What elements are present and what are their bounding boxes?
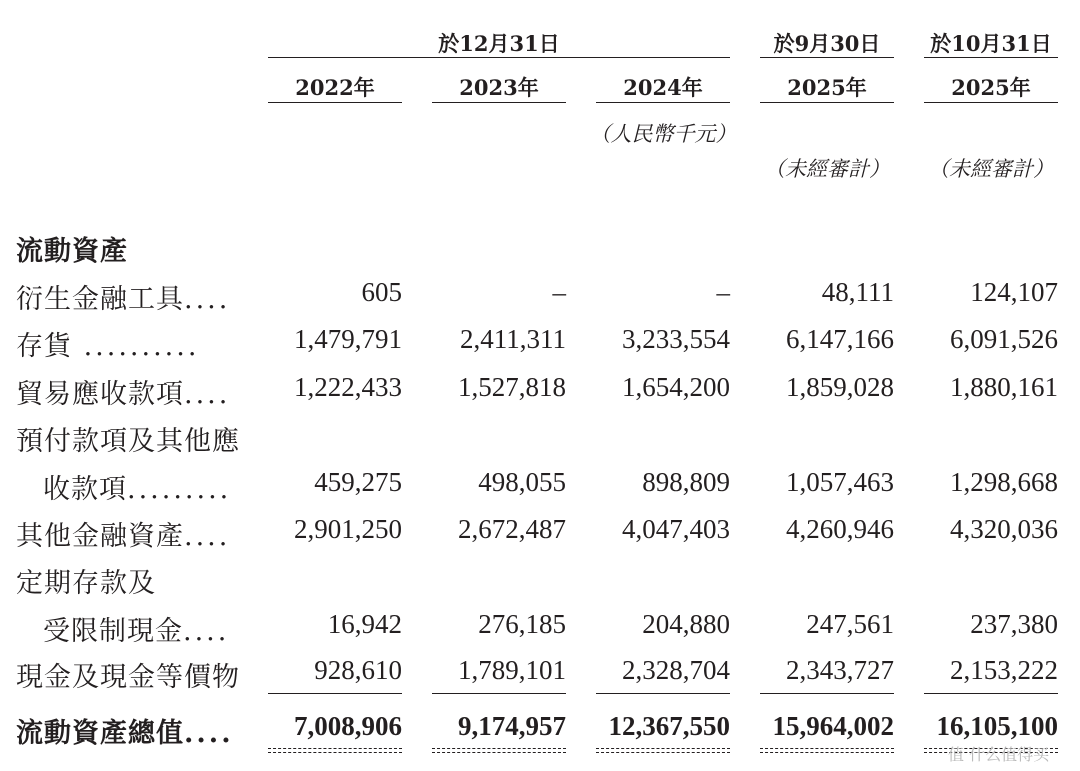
cell-2025-oct: 1,298,668 (950, 467, 1058, 497)
total-2025-oct: 16,105,100 (936, 711, 1058, 741)
row-label: 貿易應收款項.... (16, 379, 231, 410)
header-group-dec31: 於12月31日 (438, 31, 560, 56)
cell-2024: 1,654,200 (622, 372, 730, 402)
cell-2023: 276,185 (478, 609, 566, 639)
total-2022: 7,008,906 (294, 711, 402, 741)
cell-2025-oct: 124,107 (970, 277, 1058, 307)
cell-2025-sep: 2,343,727 (786, 655, 894, 685)
year-rule (596, 102, 730, 103)
year-2022: 2022年 (295, 75, 375, 100)
cell-2025-oct: 6,091,526 (950, 324, 1058, 354)
header-group-sep30: 於9月30日 (773, 31, 881, 56)
cell-2024: 3,233,554 (622, 324, 730, 354)
cell-2022: 928,610 (314, 655, 402, 685)
cell-2025-sep: 247,561 (806, 609, 894, 639)
unit-note: （人民幣千元） (589, 122, 737, 146)
total-label: 流動資產總值.... (16, 718, 234, 749)
total-rule (432, 752, 566, 753)
year-2023: 2023年 (459, 75, 539, 100)
total-rule (268, 752, 402, 753)
row-label: 定期存款及 (16, 568, 156, 599)
total-rule (596, 748, 730, 749)
subtotal-rule (432, 693, 566, 694)
cell-2024: – (716, 277, 730, 307)
year-rule (432, 102, 566, 103)
row-label: 收款項......... (43, 474, 232, 505)
total-rule (596, 752, 730, 753)
cell-2022: 2,901,250 (294, 514, 402, 544)
year-2024: 2024年 (623, 75, 703, 100)
cell-2022: 1,479,791 (294, 324, 402, 354)
cell-2022: 605 (361, 277, 402, 307)
row-label: 預付款項及其他應 (16, 426, 240, 457)
cell-2025-oct: 4,320,036 (950, 514, 1058, 544)
cell-2023: 1,789,101 (458, 655, 566, 685)
row-label: 現金及現金等價物 (16, 662, 240, 693)
cell-2022: 16,942 (327, 609, 402, 639)
year-rule (268, 102, 402, 103)
total-rule (760, 748, 894, 749)
watermark: 值 什么值得买 (948, 745, 1050, 764)
header-rule (268, 57, 730, 58)
total-rule (268, 748, 402, 749)
row-label: 衍生金融工具.... (16, 284, 231, 315)
unaudited-note: （未經審計） (764, 157, 890, 181)
cell-2023: 498,055 (478, 467, 566, 497)
cell-2024: 898,809 (642, 467, 730, 497)
header-rule (760, 57, 894, 58)
total-2024: 12,367,550 (608, 711, 730, 741)
cell-2024: 4,047,403 (622, 514, 730, 544)
cell-2025-sep: 1,057,463 (786, 467, 894, 497)
total-rule (760, 752, 894, 753)
cell-2023: 1,527,818 (458, 372, 566, 402)
cell-2022: 1,222,433 (294, 372, 402, 402)
unaudited-note: （未經審計） (928, 157, 1054, 181)
row-label: 存貨 .......... (16, 331, 200, 362)
header-rule (924, 57, 1058, 58)
cell-2023: 2,672,487 (458, 514, 566, 544)
total-rule (432, 748, 566, 749)
cell-2025-sep: 1,859,028 (786, 372, 894, 402)
subtotal-rule (596, 693, 730, 694)
year-2025-sep: 2025年 (787, 75, 867, 100)
cell-2025-oct: 1,880,161 (950, 372, 1058, 402)
cell-2025-sep: 4,260,946 (786, 514, 894, 544)
header-group-oct31: 於10月31日 (930, 31, 1052, 56)
year-rule (760, 102, 894, 103)
cell-2023: – (552, 277, 566, 307)
year-rule (924, 102, 1058, 103)
row-label: 受限制現金.... (43, 616, 230, 647)
cell-2025-oct: 2,153,222 (950, 655, 1058, 685)
section-title: 流動資產 (16, 236, 128, 267)
cell-2023: 2,411,311 (460, 324, 566, 354)
subtotal-rule (924, 693, 1058, 694)
total-2023: 9,174,957 (458, 711, 566, 741)
subtotal-rule (760, 693, 894, 694)
cell-2025-oct: 237,380 (970, 609, 1058, 639)
cell-2024: 204,880 (642, 609, 730, 639)
cell-2025-sep: 6,147,166 (786, 324, 894, 354)
subtotal-rule (268, 693, 402, 694)
total-2025-sep: 15,964,002 (772, 711, 894, 741)
row-label: 其他金融資產.... (16, 521, 231, 552)
cell-2024: 2,328,704 (622, 655, 730, 685)
year-2025-oct: 2025年 (951, 75, 1031, 100)
cell-2025-sep: 48,111 (821, 277, 894, 307)
cell-2022: 459,275 (314, 467, 402, 497)
